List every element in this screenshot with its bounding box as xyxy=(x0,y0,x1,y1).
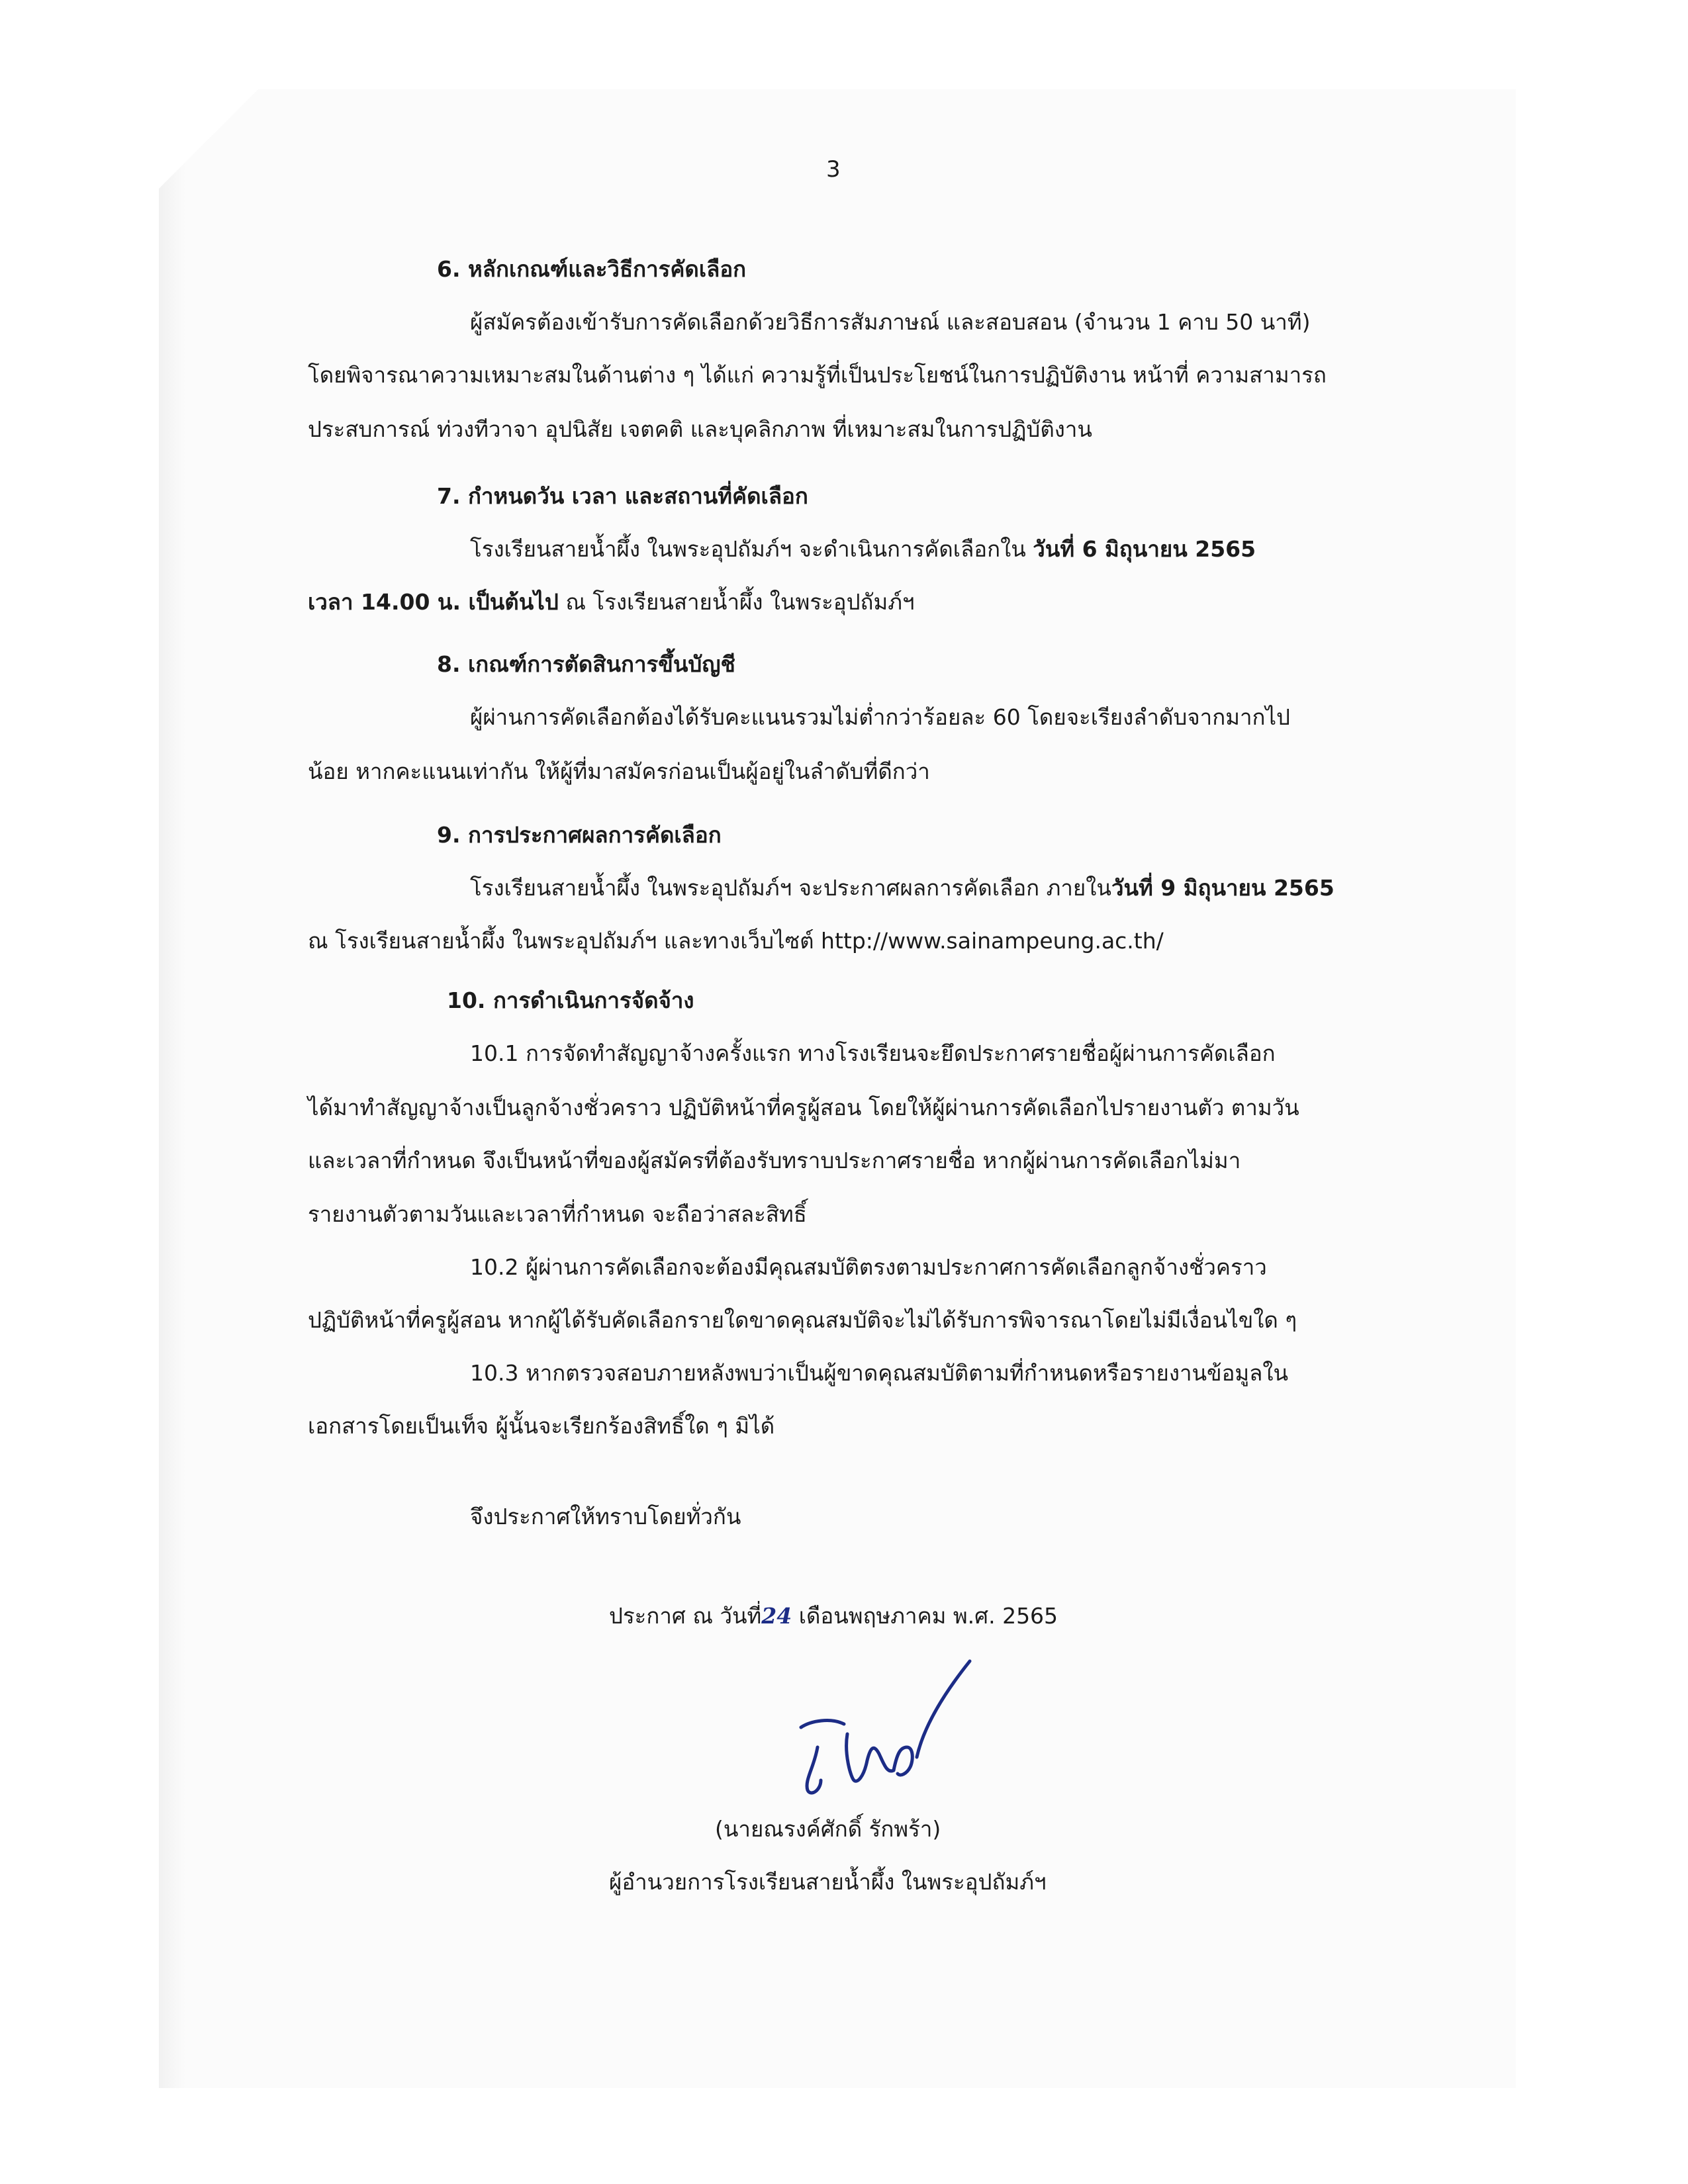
section-7-line-2 xyxy=(308,588,915,617)
section-7-line-1-text: โรงเรียนสายน้ำผึ้ง ในพระอุปถัมภ์ฯ จะดำเนินการคัดเลือกใน xyxy=(470,536,1033,562)
signer-position: ผู้อำนวยการโรงเรียนสายน้ำผึ้ง ในพระอุปถัมภ์ฯ xyxy=(609,1869,1047,1895)
signature-scribble xyxy=(781,1648,980,1807)
section-10-1-line-3: และเวลาที่กำหนด จึงเป็นหน้าที่ของผู้สมัครที่ต้องรับทราบประกาศรายชื่อ หากผู้ผ่านการคัดเลือกไม่มา xyxy=(308,1148,1241,1173)
announce-date-line xyxy=(609,1602,1058,1631)
section-8-line-1: ผู้ผ่านการคัดเลือกต้องได้รับคะแนนรวมไม่ต่ำกว่าร้อยละ 60 โดยจะเรียงลำดับจากมากไป xyxy=(470,704,1290,730)
section-10-heading: 10. การดำเนินการจัดจ้าง xyxy=(447,987,694,1013)
section-10-1-line-2: ได้มาทำสัญญาจ้างเป็นลูกจ้างชั่วคราว ปฏิบัติหน้าที่ครูผู้สอน โดยให้ผู้ผ่านการคัดเลือกไปรายงานตัว ตามวัน xyxy=(308,1095,1299,1120)
selection-date: วันที่ 6 มิถุนายน 2565 xyxy=(1033,536,1256,562)
section-8-heading: 8. เกณฑ์การตัดสินการขึ้นบัญชี xyxy=(437,651,735,677)
section-9-line-1-text: โรงเรียนสายน้ำผึ้ง ในพระอุปถัมภ์ฯ จะประกาศผลการคัดเลือก ภายใน xyxy=(470,875,1111,901)
section-9-heading: 9. การประกาศผลการคัดเลือก xyxy=(437,822,722,848)
section-10-3-line-1: 10.3 หากตรวจสอบภายหลังพบว่าเป็นผู้ขาดคุณสมบัติตามที่กำหนดหรือรายงานข้อมูลใน xyxy=(470,1360,1289,1386)
announce-prefix: ประกาศ ณ วันที่ xyxy=(609,1603,762,1629)
closing-statement: จึงประกาศให้ทราบโดยทั่วกัน xyxy=(470,1504,741,1529)
announce-suffix: เดือนพฤษภาคม พ.ศ. 2565 xyxy=(792,1603,1058,1629)
section-6-line-3: ประสบการณ์ ท่วงทีวาจา อุปนิสัย เจตคติ และบุคลิกภาพ ที่เหมาะสมในการปฏิบัติงาน xyxy=(308,416,1092,442)
section-6-line-2: โดยพิจารณาความเหมาะสมในด้านต่าง ๆ ได้แก่ ความรู้ที่เป็นประโยชน์ในการปฏิบัติงาน หน้าที่ ความสามารถ xyxy=(308,362,1327,388)
section-10-3-line-2: เอกสารโดยเป็นเท็จ ผู้นั้นจะเรียกร้องสิทธิ์ใด ๆ มิได้ xyxy=(308,1413,775,1439)
section-7-heading: 7. กำหนดวัน เวลา และสถานที่คัดเลือก xyxy=(437,483,808,509)
section-9-line-2: ณ โรงเรียนสายน้ำผึ้ง ในพระอุปถัมภ์ฯ และทางเว็บไซต์ http://www.sainampeung.ac.th/ xyxy=(308,928,1164,954)
section-6-line-1: ผู้สมัครต้องเข้ารับการคัดเลือกด้วยวิธีการสัมภาษณ์ และสอบสอน (จำนวน 1 คาบ 50 นาที) xyxy=(470,309,1311,335)
paper-shadow xyxy=(159,89,185,2088)
signer-name: (นายณรงค์ศักดิ์ รักพร้า) xyxy=(715,1816,941,1842)
page-number: 3 xyxy=(826,156,841,183)
selection-time: เวลา 14.00 น. เป็นต้นไป xyxy=(308,589,559,615)
announce-day-handwritten: 24 xyxy=(761,1603,792,1629)
folded-corner xyxy=(159,89,258,189)
section-10-1-line-4: รายงานตัวตามวันและเวลาที่กำหนด จะถือว่าสละสิทธิ์ xyxy=(308,1201,807,1227)
section-7-line-2-text: ณ โรงเรียนสายน้ำผึ้ง ในพระอุปถัมภ์ฯ xyxy=(558,589,915,615)
section-10-2-line-2: ปฏิบัติหน้าที่ครูผู้สอน หากผู้ได้รับคัดเลือกรายใดขาดคุณสมบัติจะไม่ได้รับการพิจารณาโดยไม่มีเงื่อนไขใด ๆ xyxy=(308,1307,1297,1333)
section-7-line-1 xyxy=(470,535,1256,564)
section-8-line-2: น้อย หากคะแนนเท่ากัน ให้ผู้ที่มาสมัครก่อนเป็นผู้อยู่ในลำดับที่ดีกว่า xyxy=(308,758,930,784)
section-10-1-line-1: 10.1 การจัดทำสัญญาจ้างครั้งแรก ทางโรงเรียนจะยึดประกาศรายชื่อผู้ผ่านการคัดเลือก xyxy=(470,1040,1276,1066)
result-date: วันที่ 9 มิถุนายน 2565 xyxy=(1111,875,1335,901)
section-9-line-1 xyxy=(470,874,1335,903)
section-10-2-line-1: 10.2 ผู้ผ่านการคัดเลือกจะต้องมีคุณสมบัติตรงตามประกาศการคัดเลือกลูกจ้างชั่วคราว xyxy=(470,1254,1267,1280)
section-6-heading: 6. หลักเกณฑ์และวิธีการคัดเลือก xyxy=(437,256,747,282)
